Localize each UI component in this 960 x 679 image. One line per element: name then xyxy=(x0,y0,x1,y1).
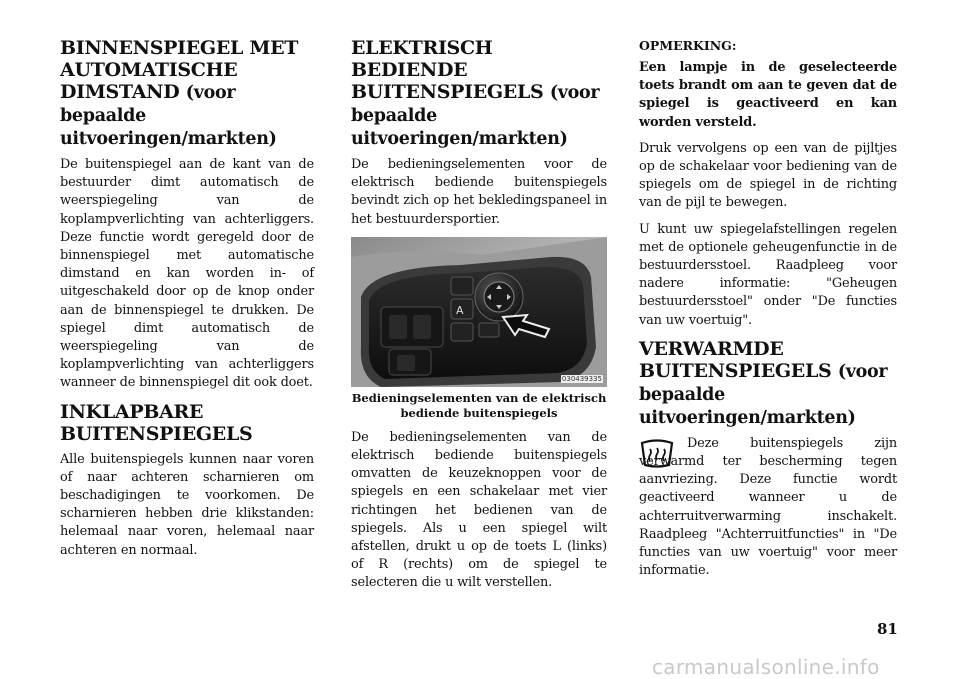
paragraph-folding: Alle buitenspiegels kunnen naar voren of naar achteren scharnieren om beschadigingen te voorkomen. De scharnieren hebben drie klikstanden: helemaal naar voren, helemaal naar achteren en normaal. xyxy=(60,451,314,558)
note-label: OPMERKING: xyxy=(639,38,737,53)
paragraph-auto-dim: De buitenspiegel aan de kant van de bestuurder dimt automatisch de weerspiegeling van de koplampverlichting van achterliggers. Deze functie wordt geregeld door de binnenspiegel met automatische dimstand en kan worden in- of uitgeschakeld door op de knop onder aan de binnenspiegel te drukken. De spiegel dimt automatisch de weerspiegeling van de koplampverlichting van achterliggers wanneer de binnenspiegel dit ook doet. xyxy=(60,157,314,391)
heading-auto-dim-mirror xyxy=(60,37,314,150)
paragraph-arrows: Druk vervolgens op een van de pijltjes op de schakelaar voor bediening van de spiegels om de spiegel in de richting van de pijl te bewegen. xyxy=(639,140,897,211)
paragraph-heated: Deze buitenspiegels zijn verwarmd ter bescherming tegen aanvriezing. Deze functie wordt geactiveerd wanneer u de achterruitverwarming inschakelt. Raadpleeg "Achterruitfuncties" in "De functies van uw voertuig" voor meer informatie. xyxy=(639,435,897,579)
svg-text:A: A xyxy=(456,303,464,317)
figure-id: 030439335 xyxy=(561,374,602,383)
paragraph-memory: U kunt uw spiegelafstellingen regelen met de optionele geheugenfunctie in de bestuurdersstoel. Raadpleeg voor nadere informatie: "Geheugen bestuurdersstoel" onder "De functies van uw voertuig". xyxy=(639,221,897,328)
figure-caption: Bedieningselementen van de elektrisch bediende buitenspiegels xyxy=(351,390,607,420)
heading-sub: (voor bepaalde uitvoeringen/markten) xyxy=(60,83,277,149)
page-number: 81 xyxy=(877,620,898,638)
heading-main: ELEKTRISCH BEDIENDE BUITENSPIEGELS xyxy=(351,37,544,103)
mirror-controls-illustration xyxy=(351,237,607,387)
paragraph-controls-usage: De bedieningselementen van de elektrisch bediende buitenspiegels omvatten de keuzeknoppen voor de spiegels en een schakelaar met vier richtingen het bedienen van de spiegels. Als u een spiegel wilt afstellen, drukt u op de toets L (links) of R (rechts) om de spiegel te selecteren die u wilt verstellen. xyxy=(351,429,607,591)
column-middle xyxy=(351,30,607,601)
watermark[interactable]: carmanualsonline.info xyxy=(652,655,880,679)
heading-folding-mirrors: INKLAPBARE BUITENSPIEGELS xyxy=(60,400,253,445)
heading-sub: (voor bepaalde uitvoeringen/markten) xyxy=(639,361,888,428)
heading-heated-mirrors xyxy=(639,338,897,429)
column-left xyxy=(60,30,314,568)
column-right xyxy=(639,30,897,588)
heading-power-mirrors xyxy=(351,37,607,150)
heading-main: BINNENSPIEGEL MET AUTOMATISCHE DIMSTAND xyxy=(60,37,299,103)
heading-sub: (voor bepaalde uitvoeringen/markten) xyxy=(351,83,600,149)
heading-main: VERWARMDE BUITENSPIEGELS xyxy=(639,337,832,382)
note-text: Een lampje in de geselecteerde toets brandt om aan te geven dat de spiegel is geactiveerd en kan worden versteld. xyxy=(639,60,897,130)
mirror-controls-photo xyxy=(351,237,607,387)
paragraph-controls-location: De bedieningselementen voor de elektrisch bediende buitenspiegels bevindt zich op het bekledingspaneel in het bestuurdersportier. xyxy=(351,157,607,227)
